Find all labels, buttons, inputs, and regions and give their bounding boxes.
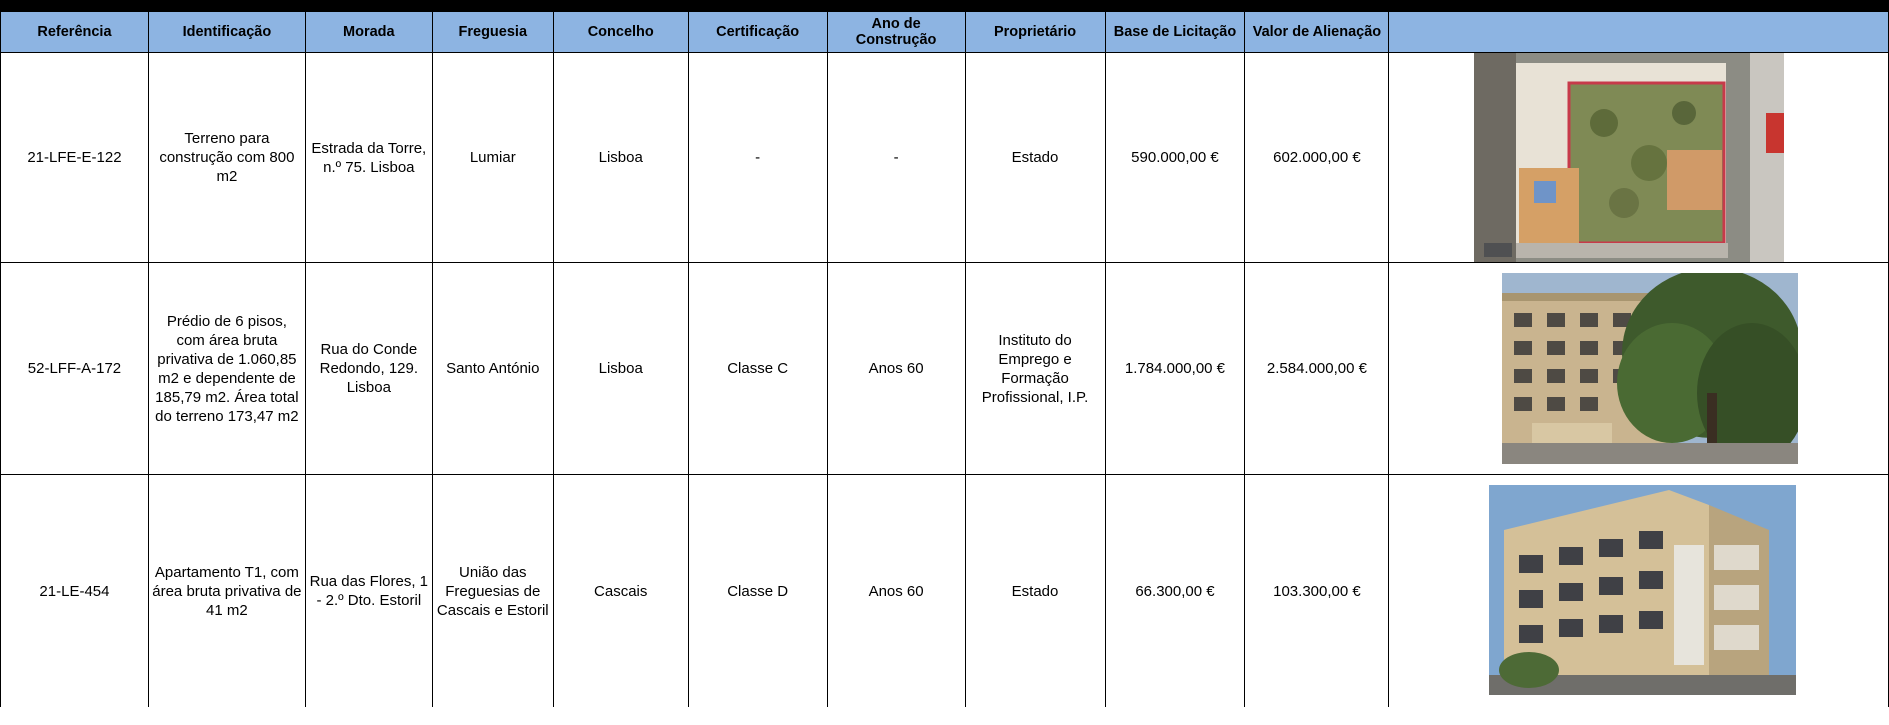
header-identificacao[interactable]: Identificação — [148, 12, 305, 53]
cell-valor-alienacao[interactable]: 103.300,00 € — [1245, 475, 1389, 708]
cell-concelho[interactable]: Cascais — [553, 475, 688, 708]
cell-freguesia[interactable]: União das Freguesias de Cascais e Estoril — [432, 475, 553, 708]
cell-morada[interactable]: Rua das Flores, 1 - 2.º Dto. Estoril — [305, 475, 432, 708]
cell-concelho[interactable]: Lisboa — [553, 53, 688, 263]
header-row — [1, 12, 1889, 53]
cell-proprietario[interactable]: Instituto do Emprego e Formação Profissional, I.P. — [965, 263, 1105, 475]
apartment-block-photo — [1489, 485, 1796, 695]
table-row — [1, 263, 1889, 475]
cell-identificacao[interactable]: Terreno para construção com 800 m2 — [148, 53, 305, 263]
cell-valor-alienacao[interactable]: 602.000,00 € — [1245, 53, 1389, 263]
header-referencia[interactable]: Referência — [1, 12, 149, 53]
header-photo[interactable] — [1389, 12, 1889, 53]
cell-identificacao[interactable]: Prédio de 6 pisos, com área bruta privativa de 1.060,85 m2 e dependente de 185,79 m2. Área total do terreno 173,47 m2 — [148, 263, 305, 475]
cell-referencia[interactable]: 21-LE-454 — [1, 475, 149, 708]
cell-ano-construcao[interactable]: Anos 60 — [827, 263, 965, 475]
property-table — [0, 11, 1889, 707]
cell-morada[interactable]: Rua do Conde Redondo, 129. Lisboa — [305, 263, 432, 475]
cell-base-licitacao[interactable]: 590.000,00 € — [1105, 53, 1245, 263]
cell-ano-construcao[interactable]: Anos 60 — [827, 475, 965, 708]
building-street-photo — [1502, 273, 1798, 464]
cell-morada[interactable]: Estrada da Torre, n.º 75. Lisboa — [305, 53, 432, 263]
cell-photo[interactable] — [1389, 53, 1889, 263]
cell-identificacao[interactable]: Apartamento T1, com área bruta privativa de 41 m2 — [148, 475, 305, 708]
header-morada[interactable]: Morada — [305, 12, 432, 53]
top-bar — [0, 0, 1889, 11]
cell-proprietario[interactable]: Estado — [965, 475, 1105, 708]
cell-certificacao[interactable]: Classe C — [688, 263, 827, 475]
cell-base-licitacao[interactable]: 66.300,00 € — [1105, 475, 1245, 708]
cell-freguesia[interactable]: Lumiar — [432, 53, 553, 263]
cell-referencia[interactable]: 52-LFF-A-172 — [1, 263, 149, 475]
cell-referencia[interactable]: 21-LFE-E-122 — [1, 53, 149, 263]
cell-photo[interactable] — [1389, 475, 1889, 708]
header-proprietario[interactable]: Proprietário — [965, 12, 1105, 53]
cell-ano-construcao[interactable]: - — [827, 53, 965, 263]
table-row — [1, 475, 1889, 708]
cell-valor-alienacao[interactable]: 2.584.000,00 € — [1245, 263, 1389, 475]
cell-base-licitacao[interactable]: 1.784.000,00 € — [1105, 263, 1245, 475]
header-freguesia[interactable]: Freguesia — [432, 12, 553, 53]
cell-proprietario[interactable]: Estado — [965, 53, 1105, 263]
header-valor-alienacao[interactable]: Valor de Alienação — [1245, 12, 1389, 53]
table-row — [1, 53, 1889, 263]
cell-freguesia[interactable]: Santo António — [432, 263, 553, 475]
cell-photo[interactable] — [1389, 263, 1889, 475]
spreadsheet-canvas — [0, 11, 1889, 725]
header-certificacao[interactable]: Certificação — [688, 12, 827, 53]
header-ano-construcao[interactable]: Ano de Construção — [827, 12, 965, 53]
cell-certificacao[interactable]: - — [688, 53, 827, 263]
cell-concelho[interactable]: Lisboa — [553, 263, 688, 475]
header-concelho[interactable]: Concelho — [553, 12, 688, 53]
cell-certificacao[interactable]: Classe D — [688, 475, 827, 708]
header-base-licitacao[interactable]: Base de Licitação — [1105, 12, 1245, 53]
aerial-plot-photo — [1474, 53, 1784, 262]
